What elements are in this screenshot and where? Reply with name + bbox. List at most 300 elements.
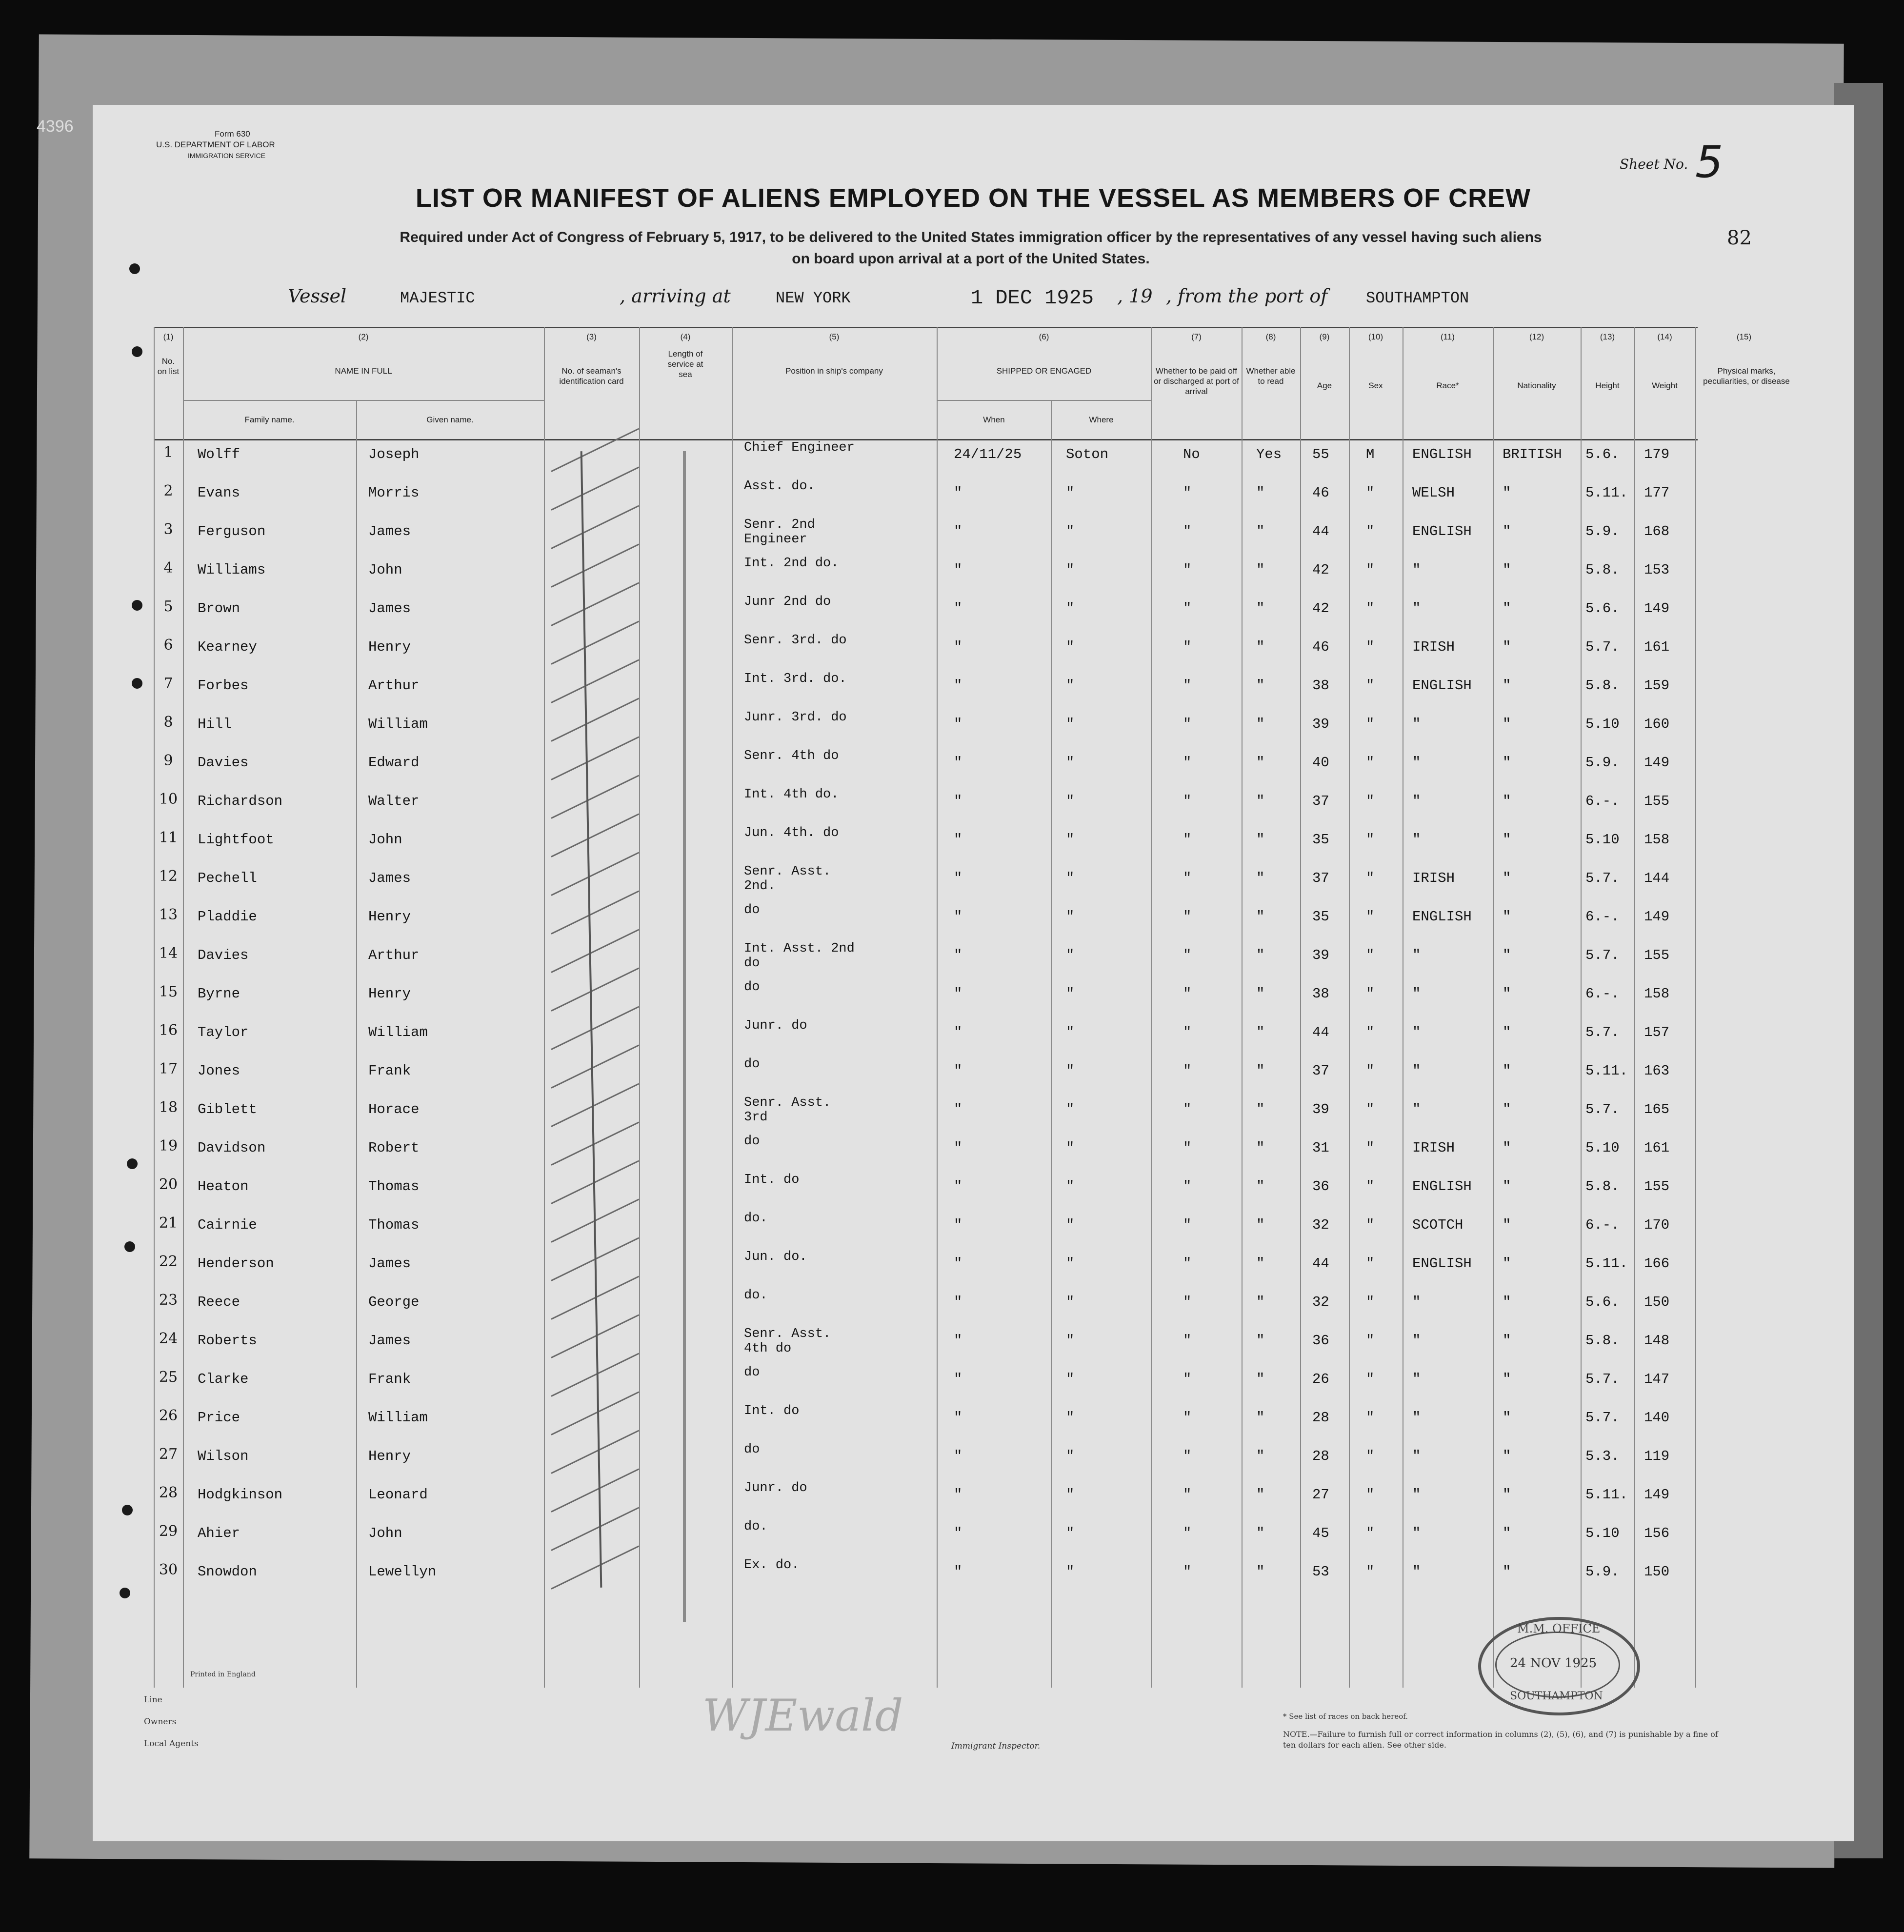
height: 5.6. xyxy=(1585,600,1620,617)
sex: " xyxy=(1366,562,1375,578)
family-name: Davies xyxy=(198,755,249,771)
race: " xyxy=(1412,793,1421,809)
col2a-header: Family name. xyxy=(244,415,295,424)
col6a-header: When xyxy=(983,415,1005,424)
sex: " xyxy=(1366,909,1375,925)
given-name: John xyxy=(368,562,402,578)
given-name: Lewellyn xyxy=(368,1564,437,1580)
shipped-when: " xyxy=(954,986,962,1002)
race: " xyxy=(1412,1101,1421,1117)
id-card-check-mark xyxy=(551,890,639,934)
able-to-read: " xyxy=(1256,485,1265,501)
able-to-read: Yes xyxy=(1256,446,1282,462)
age: 39 xyxy=(1312,947,1329,963)
given-name: Walter xyxy=(368,793,420,809)
shipped-when: " xyxy=(954,485,962,501)
position: do xyxy=(744,1442,760,1457)
position: Int. do xyxy=(744,1404,800,1418)
shipped-when: " xyxy=(954,870,962,886)
race: " xyxy=(1412,716,1421,732)
sheet-label: Sheet No. xyxy=(1620,156,1688,172)
paid-off: " xyxy=(1183,793,1192,809)
shipped-where: " xyxy=(1066,1564,1075,1580)
nationality: " xyxy=(1503,1564,1511,1580)
row-number: 26 xyxy=(159,1407,178,1424)
shipped-where: " xyxy=(1066,1487,1075,1503)
nationality: " xyxy=(1503,832,1511,848)
family-name: Pechell xyxy=(198,870,257,886)
race: " xyxy=(1412,1487,1421,1503)
col-line xyxy=(1695,327,1696,1688)
nationality: " xyxy=(1503,755,1511,771)
height: 5.7. xyxy=(1585,1410,1620,1426)
height: 5.8. xyxy=(1585,1178,1620,1195)
given-name: William xyxy=(368,1410,428,1426)
race: " xyxy=(1412,986,1421,1002)
paid-off: " xyxy=(1183,755,1192,771)
position: Int. 4th do. xyxy=(744,787,839,802)
owners-label: Owners xyxy=(144,1717,177,1727)
nationality: " xyxy=(1503,1255,1511,1272)
nationality: " xyxy=(1503,947,1511,963)
sex: " xyxy=(1366,1255,1375,1272)
col9-number: (9) xyxy=(1319,332,1330,341)
inspector-label: Immigrant Inspector. xyxy=(951,1741,1041,1751)
family-name: Richardson xyxy=(198,793,283,809)
family-name: Hodgkinson xyxy=(198,1487,283,1503)
given-name: Arthur xyxy=(368,947,420,963)
race: ENGLISH xyxy=(1412,446,1472,462)
id-card-check-mark xyxy=(551,1545,639,1589)
nationality: " xyxy=(1503,1410,1511,1426)
row-number: 10 xyxy=(159,791,178,808)
arriving-label: , arriving at xyxy=(620,285,731,307)
race: IRISH xyxy=(1412,639,1455,655)
id-card-check-mark xyxy=(551,505,639,549)
vessel-name: MAJESTIC xyxy=(400,289,475,307)
race: IRISH xyxy=(1412,1140,1455,1156)
punch-hole xyxy=(122,1505,133,1515)
given-name: John xyxy=(368,1525,402,1541)
name-subheader-rule xyxy=(183,400,544,401)
sex: " xyxy=(1366,677,1375,694)
able-to-read: " xyxy=(1256,562,1265,578)
able-to-read: " xyxy=(1256,677,1265,694)
height: 5.10 xyxy=(1585,1140,1620,1156)
shipped-where: " xyxy=(1066,1178,1075,1195)
able-to-read: " xyxy=(1256,1487,1265,1503)
nationality: " xyxy=(1503,677,1511,694)
paid-off: " xyxy=(1183,986,1192,1002)
shipped-subheader-rule xyxy=(937,400,1151,401)
race: ENGLISH xyxy=(1412,909,1472,925)
shipped-where: " xyxy=(1066,986,1075,1002)
id-card-check-mark xyxy=(551,659,639,703)
page-title: LIST OR MANIFEST OF ALIENS EMPLOYED ON THE VESSEL AS MEMBERS OF CREW xyxy=(415,183,1531,213)
weight: 161 xyxy=(1644,639,1670,655)
height: 5.10 xyxy=(1585,832,1620,848)
given-name: James xyxy=(368,523,411,539)
paid-off: " xyxy=(1183,1448,1192,1464)
paid-off: " xyxy=(1183,600,1192,617)
position: Senr. Asst. 4th do xyxy=(744,1327,831,1356)
id-card-check-mark xyxy=(551,813,639,857)
stamp-top-text: M.M. OFFICE xyxy=(1517,1622,1601,1635)
paid-off: " xyxy=(1183,716,1192,732)
weight: 153 xyxy=(1644,562,1670,578)
height: 5.9. xyxy=(1585,1564,1620,1580)
given-name: Henry xyxy=(368,986,411,1002)
punch-hole xyxy=(132,600,142,611)
race: WELSH xyxy=(1412,485,1455,501)
shipped-when: " xyxy=(954,832,962,848)
col2-number: (2) xyxy=(358,332,369,341)
service-pencil-line xyxy=(683,451,686,1622)
able-to-read: " xyxy=(1256,793,1265,809)
position: do xyxy=(744,1365,760,1380)
given-name: Henry xyxy=(368,639,411,655)
shipped-where: " xyxy=(1066,1217,1075,1233)
sex: " xyxy=(1366,832,1375,848)
weight: 177 xyxy=(1644,485,1670,501)
margin-number: 4396 xyxy=(37,117,74,136)
id-card-check-mark xyxy=(551,852,639,896)
age: 37 xyxy=(1312,1063,1329,1079)
race: " xyxy=(1412,1024,1421,1040)
shipped-where: " xyxy=(1066,600,1075,617)
paid-off: " xyxy=(1183,832,1192,848)
race: " xyxy=(1412,1410,1421,1426)
position: Senr. 4th do xyxy=(744,749,839,763)
able-to-read: " xyxy=(1256,870,1265,886)
nationality: " xyxy=(1503,1063,1511,1079)
row-number: 15 xyxy=(159,983,178,1000)
shipped-when: 24/11/25 xyxy=(954,446,1022,462)
col8-header: Whether able to read xyxy=(1246,366,1296,386)
id-card-pencil-line xyxy=(581,451,602,1588)
form-number: Form 630 xyxy=(215,129,250,139)
able-to-read: " xyxy=(1256,1178,1265,1195)
family-name: Price xyxy=(198,1410,241,1426)
able-to-read: " xyxy=(1256,523,1265,539)
age: 46 xyxy=(1312,639,1329,655)
weight: 168 xyxy=(1644,523,1670,539)
height: 5.10 xyxy=(1585,716,1620,732)
row-number: 17 xyxy=(159,1060,178,1077)
row-number: 21 xyxy=(159,1215,178,1232)
sex: " xyxy=(1366,485,1375,501)
col5-header: Position in ship's company xyxy=(785,366,883,376)
position: Int. do xyxy=(744,1173,800,1187)
age: 37 xyxy=(1312,870,1329,886)
sex: " xyxy=(1366,1024,1375,1040)
shipped-where: " xyxy=(1066,909,1075,925)
weight: 150 xyxy=(1644,1564,1670,1580)
race: " xyxy=(1412,562,1421,578)
able-to-read: " xyxy=(1256,1217,1265,1233)
col5-number: (5) xyxy=(829,332,840,341)
nationality: " xyxy=(1503,716,1511,732)
sex: " xyxy=(1366,1101,1375,1117)
given-name: Joseph xyxy=(368,446,420,462)
subtitle-line-1: Required under Act of Congress of February 5, 1917, to be delivered to the United States immigration officer by the representatives of any vessel having such aliens xyxy=(400,229,1542,245)
height: 5.3. xyxy=(1585,1448,1620,1464)
race: " xyxy=(1412,1564,1421,1580)
position: Ex. do. xyxy=(744,1558,800,1573)
height: 6.-. xyxy=(1585,986,1620,1002)
height: 5.7. xyxy=(1585,639,1620,655)
family-name: Wolff xyxy=(198,446,241,462)
age: 55 xyxy=(1312,446,1329,462)
row-number: 28 xyxy=(159,1484,178,1501)
row-number: 16 xyxy=(159,1022,178,1039)
family-name: Kearney xyxy=(198,639,257,655)
position: do xyxy=(744,1057,760,1072)
penalty-note: NOTE.—Failure to furnish full or correct information in columns (2), (5), (6), and (7) is punishable by a fine of ten dollars for each alien. See other side. xyxy=(1283,1730,1718,1750)
able-to-read: " xyxy=(1256,639,1265,655)
row-number: 19 xyxy=(159,1137,178,1155)
shipped-when: " xyxy=(954,1487,962,1503)
position: do xyxy=(744,980,760,995)
age: 32 xyxy=(1312,1217,1329,1233)
weight: 148 xyxy=(1644,1333,1670,1349)
able-to-read: " xyxy=(1256,1564,1265,1580)
shipped-where: " xyxy=(1066,1410,1075,1426)
race: ENGLISH xyxy=(1412,1255,1472,1272)
sex: " xyxy=(1366,1564,1375,1580)
row-number: 6 xyxy=(163,637,173,654)
given-name: James xyxy=(368,870,411,886)
row-number: 4 xyxy=(163,559,173,577)
shipped-when: " xyxy=(954,1525,962,1541)
paid-off: " xyxy=(1183,1294,1192,1310)
family-name: Wilson xyxy=(198,1448,249,1464)
row-number: 1 xyxy=(163,444,173,461)
able-to-read: " xyxy=(1256,1525,1265,1541)
shipped-when: " xyxy=(954,600,962,617)
shipped-where: " xyxy=(1066,1294,1075,1310)
row-number: 23 xyxy=(159,1292,178,1309)
shipped-when: " xyxy=(954,1140,962,1156)
sex: " xyxy=(1366,523,1375,539)
paid-off: " xyxy=(1183,1410,1192,1426)
nationality: " xyxy=(1503,1294,1511,1310)
shipped-where: " xyxy=(1066,1101,1075,1117)
age: 38 xyxy=(1312,986,1329,1002)
col-line xyxy=(183,327,184,1688)
row-number: 5 xyxy=(163,598,173,615)
sex: " xyxy=(1366,716,1375,732)
age: 28 xyxy=(1312,1410,1329,1426)
id-card-check-mark xyxy=(551,582,639,626)
col10-number: (10) xyxy=(1368,332,1383,341)
paid-off: " xyxy=(1183,947,1192,963)
given-name: Horace xyxy=(368,1101,420,1117)
col-line xyxy=(1581,327,1582,1688)
row-number: 27 xyxy=(159,1446,178,1463)
able-to-read: " xyxy=(1256,1255,1265,1272)
position: Senr. 2nd Engineer xyxy=(744,518,815,547)
id-card-check-mark xyxy=(551,1353,639,1396)
height: 5.7. xyxy=(1585,870,1620,886)
weight: 149 xyxy=(1644,755,1670,771)
col13-number: (13) xyxy=(1600,332,1615,341)
shipped-when: " xyxy=(954,523,962,539)
shipped-when: " xyxy=(954,677,962,694)
shipped-when: " xyxy=(954,1255,962,1272)
nationality: " xyxy=(1503,1448,1511,1464)
family-name: Roberts xyxy=(198,1333,257,1349)
row-number: 12 xyxy=(159,868,178,885)
sex: " xyxy=(1366,1525,1375,1541)
nationality: " xyxy=(1503,600,1511,617)
position: Asst. do. xyxy=(744,479,815,494)
id-card-check-mark xyxy=(551,775,639,818)
race: ENGLISH xyxy=(1412,677,1472,694)
shipped-when: " xyxy=(954,793,962,809)
race: " xyxy=(1412,947,1421,963)
family-name: Henderson xyxy=(198,1255,274,1272)
position: do. xyxy=(744,1288,768,1303)
height: 5.6. xyxy=(1585,1294,1620,1310)
id-card-check-mark xyxy=(551,697,639,741)
race: " xyxy=(1412,1063,1421,1079)
row-number: 7 xyxy=(163,675,173,692)
id-card-check-mark xyxy=(551,428,639,472)
shipped-where: " xyxy=(1066,1140,1075,1156)
col15-header: Physical marks, peculiarities, or disease xyxy=(1703,366,1790,386)
able-to-read: " xyxy=(1256,755,1265,771)
given-name: James xyxy=(368,600,411,617)
reference-number: 82 xyxy=(1727,227,1752,249)
col-line xyxy=(1300,327,1301,1688)
shipped-when: " xyxy=(954,639,962,655)
row-number: 14 xyxy=(159,945,178,962)
id-card-check-mark xyxy=(551,967,639,1011)
shipped-when: " xyxy=(954,1294,962,1310)
vessel-label: Vessel xyxy=(288,285,347,307)
height: 6.-. xyxy=(1585,793,1620,809)
age: 45 xyxy=(1312,1525,1329,1541)
stamp-bottom-text: SOUTHAMPTON xyxy=(1510,1690,1603,1702)
punch-hole xyxy=(132,346,142,357)
age: 28 xyxy=(1312,1448,1329,1464)
col2b-header: Given name. xyxy=(426,415,474,424)
col7-header: Whether to be paid off or discharged at port of arrival xyxy=(1154,366,1239,396)
height: 5.7. xyxy=(1585,1024,1620,1040)
age: 37 xyxy=(1312,793,1329,809)
header-bottom-rule xyxy=(154,439,1698,440)
shipped-when: " xyxy=(954,909,962,925)
given-name: George xyxy=(368,1294,420,1310)
given-name: Morris xyxy=(368,485,420,501)
nationality: " xyxy=(1503,793,1511,809)
col1-header: No. on list xyxy=(157,357,180,376)
col14-number: (14) xyxy=(1657,332,1672,341)
shipped-when: " xyxy=(954,1410,962,1426)
nationality: " xyxy=(1503,1333,1511,1349)
col13-header: Height xyxy=(1595,381,1620,390)
sex: " xyxy=(1366,600,1375,617)
weight: 163 xyxy=(1644,1063,1670,1079)
family-name: Heaton xyxy=(198,1178,249,1195)
id-card-check-mark xyxy=(551,1468,639,1512)
family-name: Brown xyxy=(198,600,241,617)
id-card-check-mark xyxy=(551,620,639,664)
sex: " xyxy=(1366,870,1375,886)
weight: 158 xyxy=(1644,986,1670,1002)
given-name: Robert xyxy=(368,1140,420,1156)
family-name: Davies xyxy=(198,947,249,963)
nationality: " xyxy=(1503,562,1511,578)
able-to-read: " xyxy=(1256,947,1265,963)
age: 46 xyxy=(1312,485,1329,501)
col6-number: (6) xyxy=(1039,332,1049,341)
age: 53 xyxy=(1312,1564,1329,1580)
col-line xyxy=(1634,327,1635,1688)
shipped-where: Soton xyxy=(1066,446,1109,462)
row-number: 9 xyxy=(163,752,173,769)
paid-off: " xyxy=(1183,1178,1192,1195)
age: 40 xyxy=(1312,755,1329,771)
col12-number: (12) xyxy=(1529,332,1544,341)
position: do. xyxy=(744,1519,768,1534)
shipped-where: " xyxy=(1066,832,1075,848)
age: 42 xyxy=(1312,562,1329,578)
race: " xyxy=(1412,1525,1421,1541)
family-name: Cairnie xyxy=(198,1217,257,1233)
id-card-check-mark xyxy=(551,1391,639,1435)
weight: 158 xyxy=(1644,832,1670,848)
col4-header: Length of service at sea xyxy=(667,349,703,379)
row-number: 8 xyxy=(163,714,173,731)
able-to-read: " xyxy=(1256,986,1265,1002)
age: 44 xyxy=(1312,523,1329,539)
weight: 157 xyxy=(1644,1024,1670,1040)
family-name: Clarke xyxy=(198,1371,249,1387)
able-to-read: " xyxy=(1256,832,1265,848)
position: do. xyxy=(744,1211,768,1226)
given-name: Henry xyxy=(368,1448,411,1464)
position: Senr. Asst. 3rd xyxy=(744,1095,831,1125)
nationality: " xyxy=(1503,639,1511,655)
row-number: 11 xyxy=(159,829,178,846)
height: 6.-. xyxy=(1585,909,1620,925)
weight: 155 xyxy=(1644,947,1670,963)
nationality: " xyxy=(1503,1178,1511,1195)
age: 42 xyxy=(1312,600,1329,617)
from-label: , from the port of xyxy=(1166,285,1328,307)
position: Chief Engineer xyxy=(744,440,855,455)
col6-header: SHIPPED OR ENGAGED xyxy=(996,366,1092,376)
id-card-check-mark xyxy=(551,543,639,587)
paid-off: " xyxy=(1183,1063,1192,1079)
paid-off: " xyxy=(1183,523,1192,539)
col15-number: (15) xyxy=(1736,332,1752,341)
weight: 149 xyxy=(1644,1487,1670,1503)
shipped-where: " xyxy=(1066,716,1075,732)
shipped-where: " xyxy=(1066,677,1075,694)
col7-number: (7) xyxy=(1191,332,1202,341)
nationality: " xyxy=(1503,1487,1511,1503)
height: 5.11. xyxy=(1585,1487,1628,1503)
id-card-check-mark xyxy=(551,1006,639,1050)
shipped-where: " xyxy=(1066,870,1075,886)
page-subtitle xyxy=(312,227,1629,270)
paid-off: " xyxy=(1183,1217,1192,1233)
shipped-where: " xyxy=(1066,1525,1075,1541)
weight: 161 xyxy=(1644,1140,1670,1156)
